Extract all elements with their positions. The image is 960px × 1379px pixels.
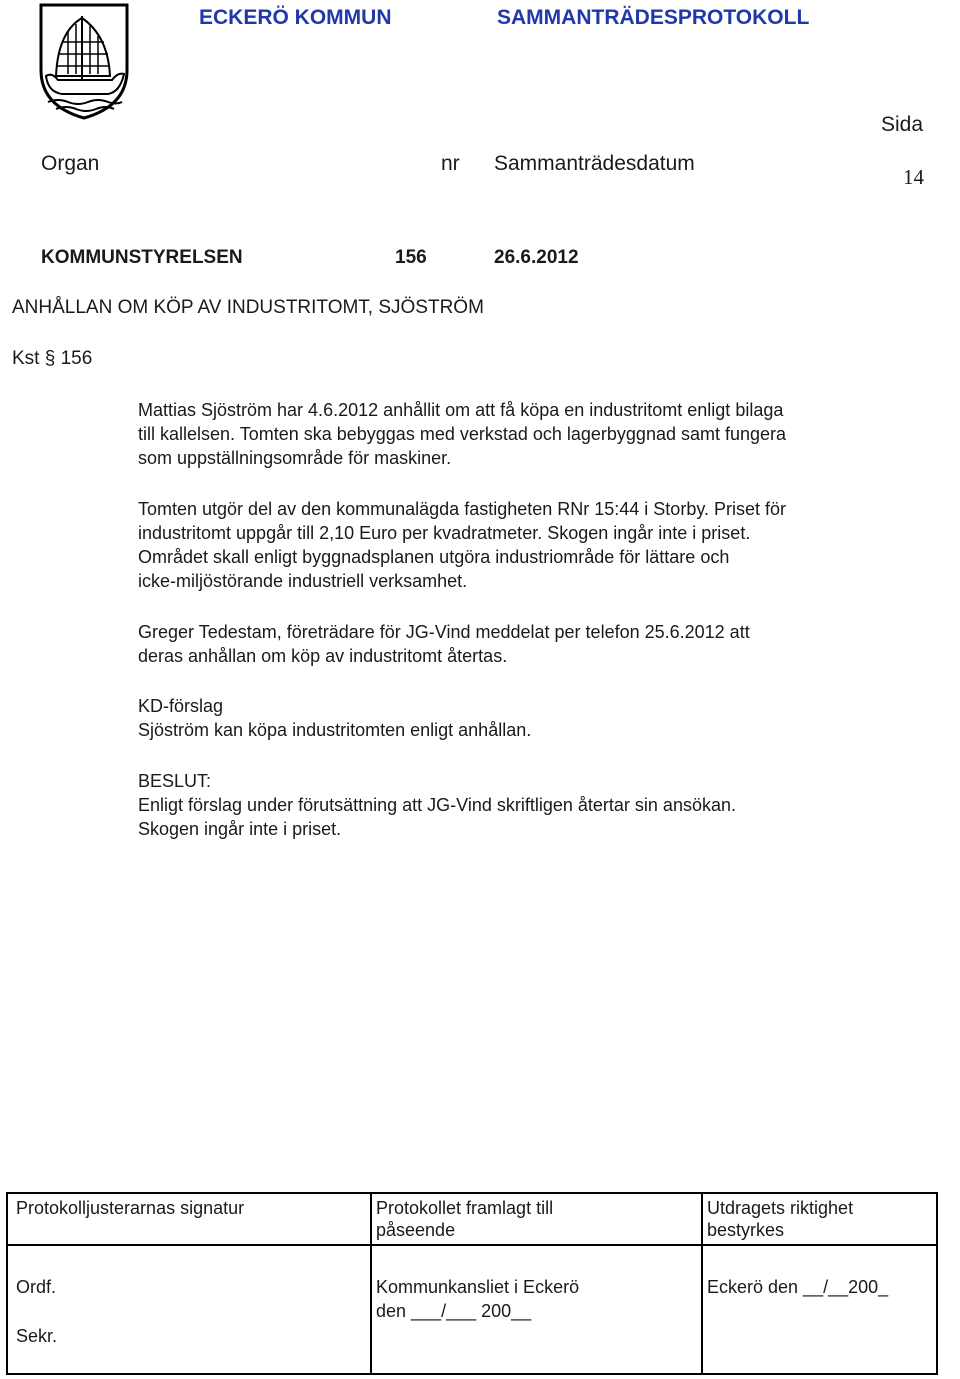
verification-date: Eckerö den __/__200_	[707, 1277, 889, 1297]
signature-table	[6, 1192, 938, 1375]
paragraph-2-line-3: Området skall enligt byggnadsplanen utgöra industriområde för lättare och	[138, 547, 730, 567]
protocol-title: SAMMANTRÄDESPROTOKOLL	[497, 6, 810, 29]
display-date: den ___/___ 200__	[376, 1301, 532, 1321]
paragraph-1-line-2: till kallelsen. Tomten ska bebyggas med verkstad och lagerbyggnad samt fungera	[138, 424, 787, 444]
table-divider	[701, 1194, 703, 1373]
date-label: Sammanträdesdatum	[494, 152, 695, 175]
paragraph-2-line-1: Tomten utgör del av den kommunalägda fastigheten RNr 15:44 i Storby. Priset för	[138, 499, 787, 519]
beslut-line-2: Skogen ingår inte i priset.	[138, 819, 342, 839]
nr-value: 156	[395, 247, 427, 268]
page-label: Sida	[881, 113, 924, 136]
page-number: 14	[903, 165, 924, 189]
paragraph-1-line-3: som uppställningsområde för maskiner.	[138, 448, 452, 468]
nr-label: nr	[441, 152, 460, 175]
organ-label: Organ	[41, 152, 100, 175]
kst-reference: Kst § 156	[12, 348, 93, 369]
organ-value: KOMMUNSTYRELSEN	[41, 247, 243, 268]
municipality-name: ECKERÖ KOMMUN	[199, 6, 392, 29]
paragraph-3-line-2: deras anhållan om köp av industritomt återtas.	[138, 646, 508, 666]
verification-header-line-2: bestyrkes	[707, 1220, 785, 1240]
display-header-line-1: Protokollet framlagt till	[376, 1198, 554, 1218]
item-title: ANHÅLLAN OM KÖP AV INDUSTRITOMT, SJÖSTRÖM	[12, 297, 484, 318]
kd-text: Sjöström kan köpa industritomten enligt anhållan.	[138, 720, 532, 740]
verification-header-line-1: Utdragets riktighet	[707, 1198, 854, 1218]
kd-heading: KD-förslag	[138, 696, 224, 716]
ordf-label: Ordf.	[16, 1277, 57, 1297]
coat-of-arms-icon	[38, 2, 130, 120]
paragraph-2-line-4: icke-miljöstörande industriell verksamhet.	[138, 571, 468, 591]
beslut-heading: BESLUT:	[138, 771, 212, 791]
signature-header: Protokolljusterarnas signatur	[16, 1198, 245, 1218]
date-value: 26.6.2012	[494, 247, 579, 268]
table-divider	[8, 1244, 936, 1246]
beslut-line-1: Enligt förslag under förutsättning att JG-Vind skriftligen återtar sin ansökan.	[138, 795, 736, 815]
display-header-line-2: påseende	[376, 1220, 456, 1240]
paragraph-3-line-1: Greger Tedestam, företrädare för JG-Vind meddelat per telefon 25.6.2012 att	[138, 622, 750, 642]
table-divider	[370, 1194, 372, 1373]
paragraph-2-line-2: industritomt uppgår till 2,10 Euro per kvadratmeter. Skogen ingår inte i priset.	[138, 523, 751, 543]
display-place: Kommunkansliet i Eckerö	[376, 1277, 580, 1297]
paragraph-1-line-1: Mattias Sjöström har 4.6.2012 anhållit om att få köpa en industritomt enligt bilaga	[138, 400, 784, 420]
sekr-label: Sekr.	[16, 1326, 58, 1346]
